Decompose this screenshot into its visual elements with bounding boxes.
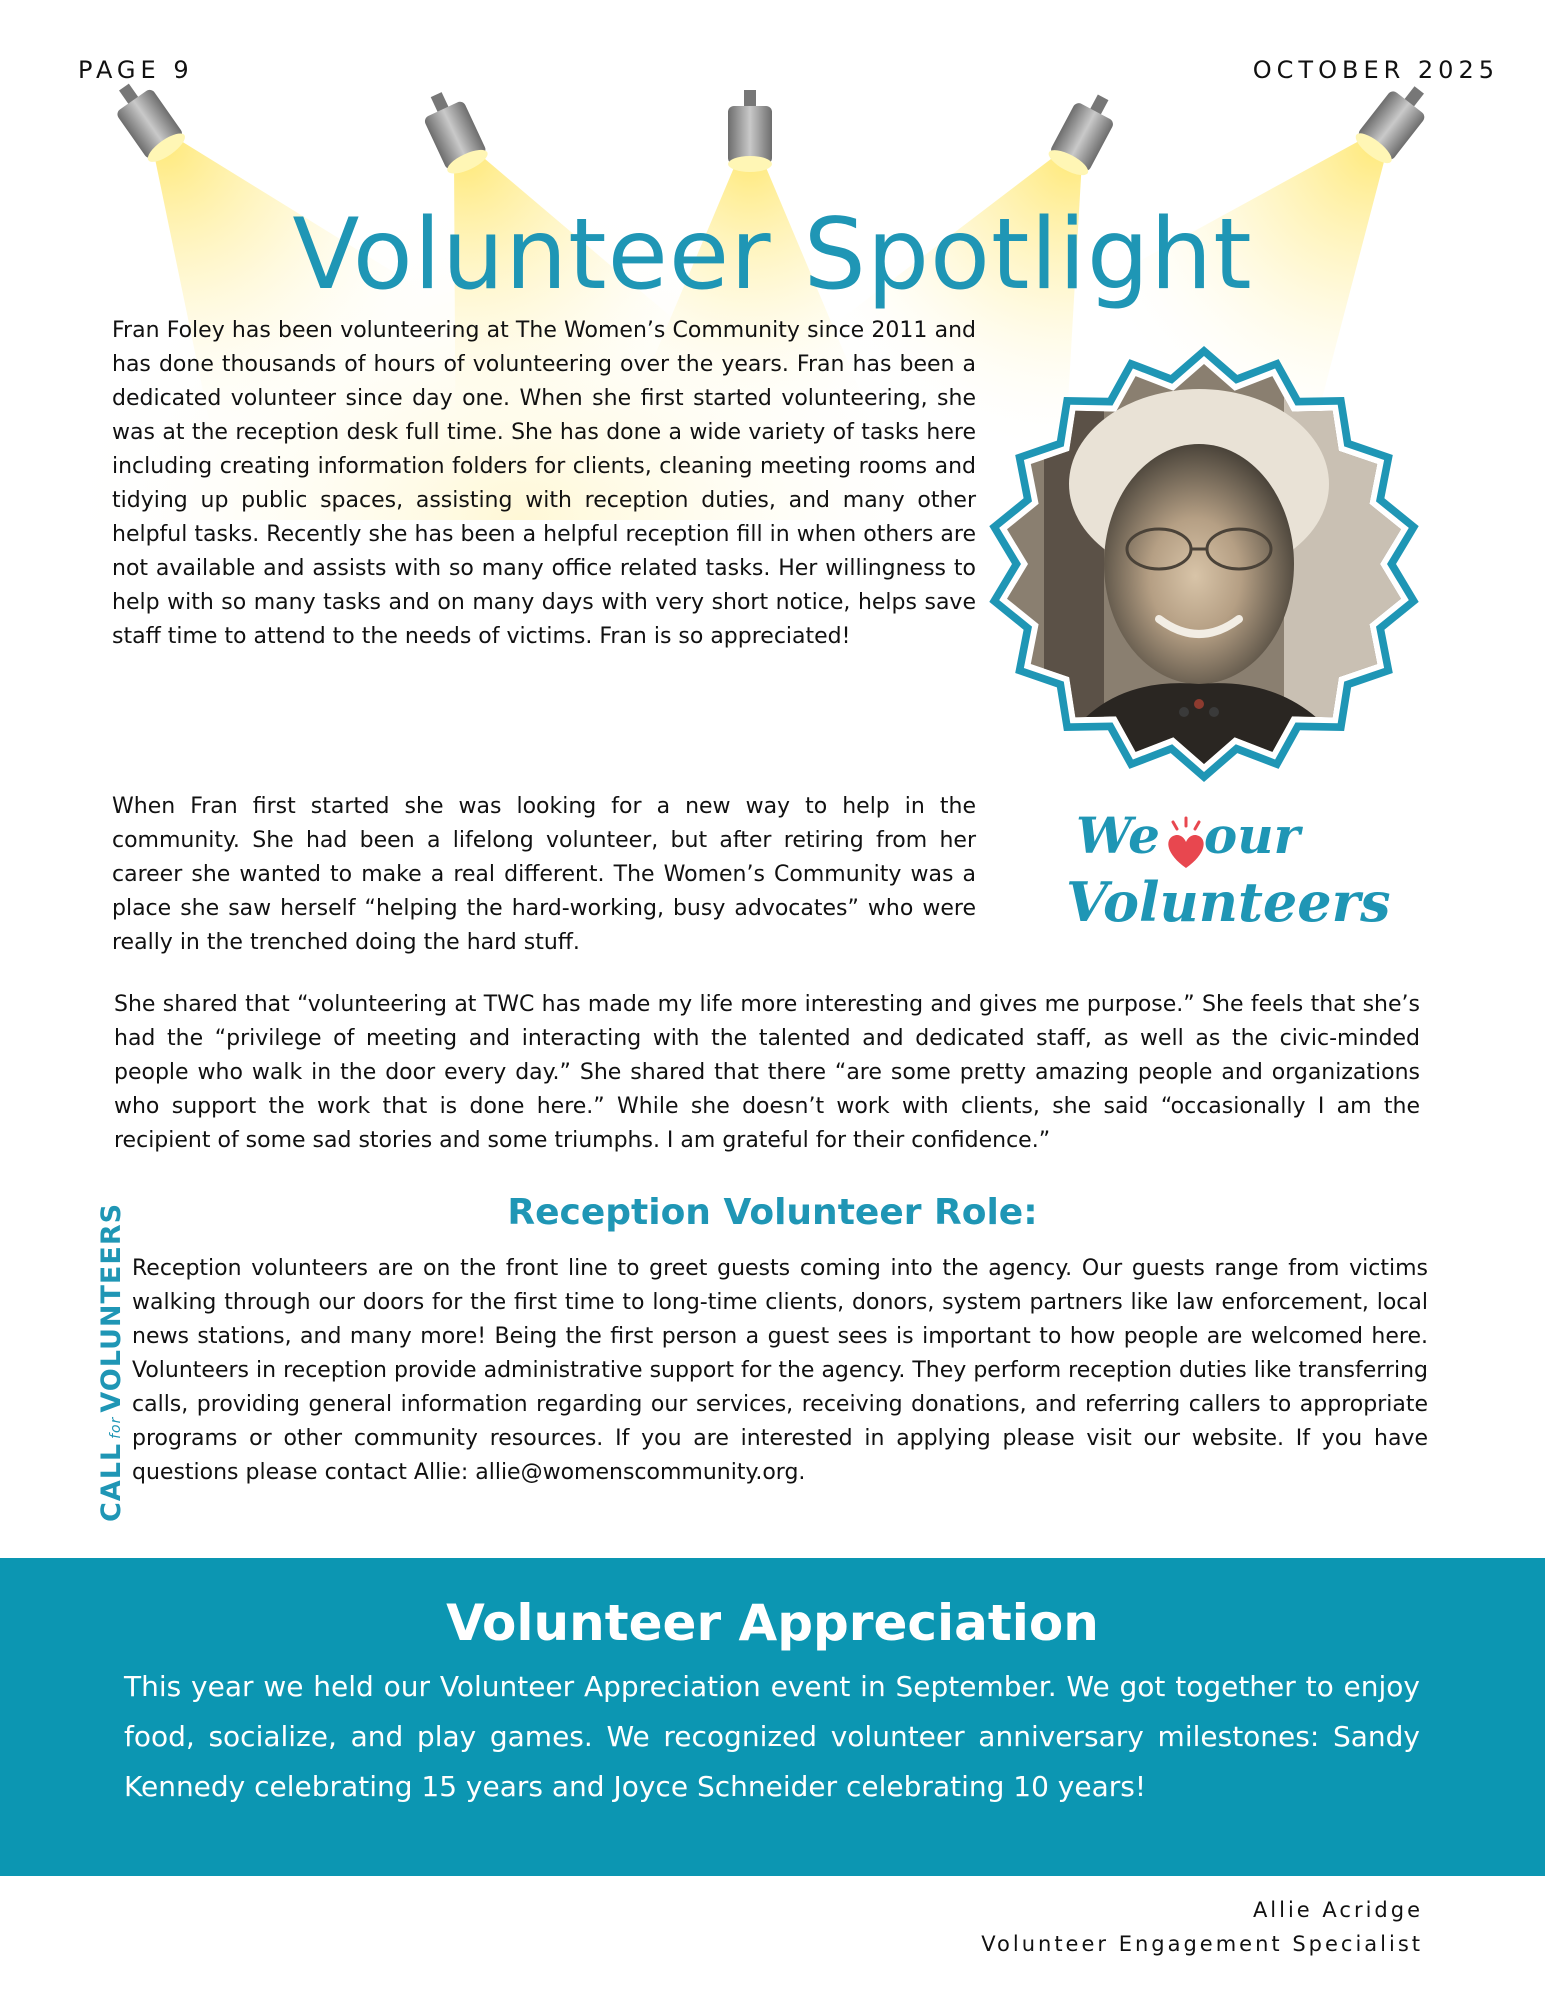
signer-name: Allie Acridge xyxy=(1252,1898,1423,1922)
page-title: Volunteer Spotlight xyxy=(292,198,1253,312)
article-paragraph-1: Fran Foley has been volunteering at The Women’s Community since 2011 and has done thousands of hours of volunteering over the years. Fran has been a dedicated volunteer since day one. When she first started volunteering, she was at the reception desk full time. She has done a wide variety of tasks here including creating information folders for clients, cleaning meeting rooms and tidying up public spaces, assisting with reception duties, and many other helpful tasks. Recently she has been a helpful reception fill in when others are not available and assists with so many office related tasks. Her willingness to help with so many tasks and on many days with very short notice, helps save staff time to attend to the needs of victims. Fran is so appreciated! xyxy=(112,318,976,649)
reception-role-description: Reception volunteers are on the front line to greet guests coming into the agency. Our guests range from victims walking through our doors for the first time to long-time clients, donors, system partners like law enforcement, local news stations, and many more! Being the first person a guest sees is important to how people are welcomed here. Volunteers in reception provide administrative support for the agency. They perform reception duties like transferring calls, providing general information regarding our services, receiving donations, and referring callers to appropriate programs or other community resources. If you are interested in applying please visit our website. If you have questions please contact Allie: allie@womenscommunity.org. xyxy=(132,1256,1428,1485)
badge-line-we: We our xyxy=(1076,806,1300,865)
call-for-volunteers-label: CALLforVOLUNTEERS xyxy=(96,1202,127,1522)
appreciation-body: This year we held our Volunteer Appreciation event in September. We got together to enjoy food, socialize, and play games. We recognized volunteer anniversary milestones: Sandy Kennedy celebrating 15 years and Joyce Schneider celebrating 10 years! xyxy=(124,1670,1420,1803)
volunteer-appreciation-band xyxy=(0,1558,1545,1876)
page-number: PAGE 9 xyxy=(78,56,194,84)
badge-line-volunteers: Volunteers xyxy=(1066,870,1391,934)
article-paragraph-3: She shared that “volunteering at TWC has made my life more interesting and gives me purpose.” She feels that she’s had the “privilege of meeting and interacting with the talented and dedicated staff, as well as the civic-minded people who walk in the door every day.” She shared that there “are some pretty amazing people and organizations who support the work that is done here.” While she doesn’t work with clients, she said “occasionally I am the recipient of some sad stories and some triumphs. I am grateful for their confidence.” xyxy=(114,992,1420,1153)
appreciation-title: Volunteer Appreciation xyxy=(446,1594,1099,1652)
article-paragraph-2: When Fran first started she was looking for a new way to help in the community. She had been a lifelong volunteer, but after retiring from her career she wanted to make a real different. The Women’s Community was a place she saw herself “helping the hard-working, busy advocates” who were really in the trenched doing the hard stuff. xyxy=(112,794,976,955)
signer-title: Volunteer Engagement Specialist xyxy=(981,1932,1423,1956)
heart-icon xyxy=(1161,816,1211,872)
reception-role-heading: Reception Volunteer Role: xyxy=(507,1192,1038,1233)
we-love-our-volunteers-badge xyxy=(1058,806,1391,966)
issue-date: OCTOBER 2025 xyxy=(1252,56,1499,84)
volunteer-photo xyxy=(984,344,1424,784)
